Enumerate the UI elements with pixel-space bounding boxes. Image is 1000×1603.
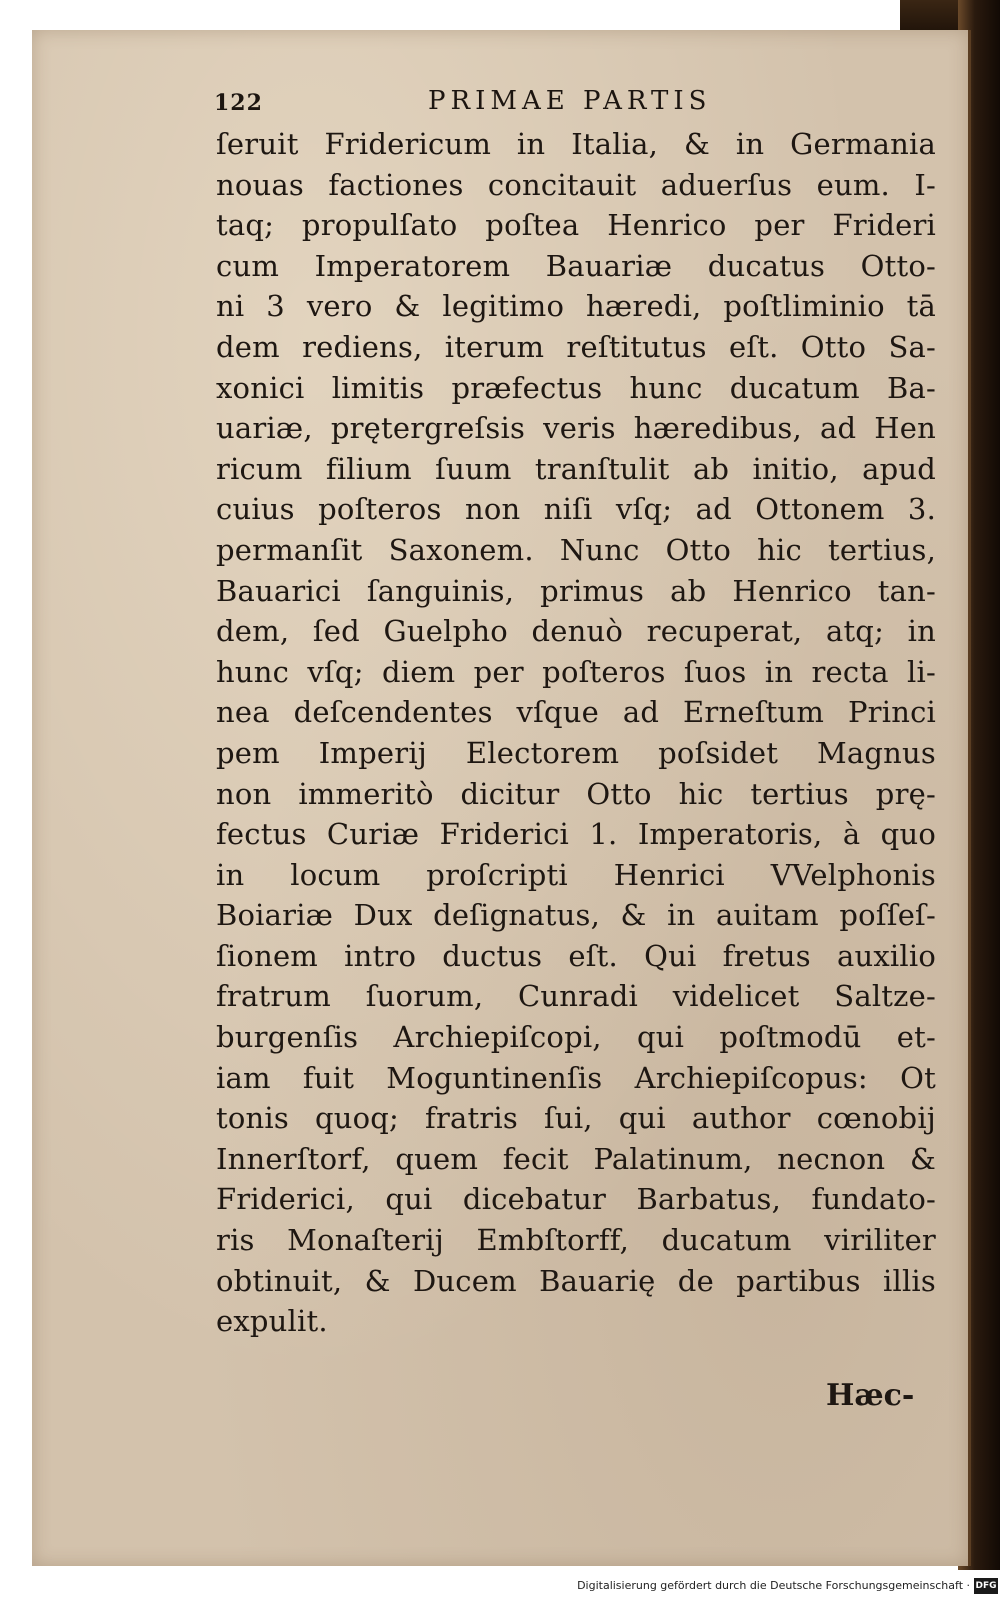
funding-credit: Digitalisierung gefördert durch die Deutsche Forschungsgemeinschaft ·: [577, 1579, 970, 1592]
text-line: ris Monaſterij Embſtorff, ducatum viriliter: [216, 1223, 936, 1258]
text-line: hunc vſq; diem per poſteros ſuos in recta li-: [216, 654, 936, 689]
page-header: [214, 86, 934, 122]
body-text: [216, 124, 936, 1342]
text-line: nea deſcendentes vſque ad Erneſtum Princi: [216, 695, 936, 730]
catchword: Hæc-: [826, 1378, 915, 1413]
text-line: iam fuit Moguntinenſis Archiepiſcopus: Ot: [216, 1060, 936, 1095]
running-head: PRIMAE PARTIS: [428, 86, 712, 116]
text-line: pem Imperij Electorem poſsidet Magnus: [216, 735, 936, 770]
text-line: Boiariæ Dux deſignatus, & in auitam poſſeſ-: [216, 898, 936, 933]
digitization-footer: [0, 1576, 1000, 1603]
text-line: obtinuit, & Ducem Bauarię de partibus illis: [216, 1263, 936, 1298]
text-line: tonis quoq; fratris ſui, qui author cœnobij: [216, 1101, 936, 1136]
text-line: cuius poſteros non niſi vſq; ad Ottonem 3.: [216, 492, 936, 527]
text-line: ſeruit Fridericum in Italia, & in Germania: [216, 127, 936, 161]
text-line: Bauarici ſanguinis, primus ab Henrico tan-: [216, 573, 936, 608]
text-line: Friderici, qui dicebatur Barbatus, fundato-: [216, 1182, 936, 1217]
text-line: expulit.: [216, 1304, 328, 1339]
text-line: ricum filium ſuum tranſtulit ab initio, apud: [216, 451, 936, 486]
text-line: taq; propulſato poſtea Henrico per Frideri: [216, 208, 936, 243]
text-line: dem, ſed Guelpho denuò recuperat, atq; in: [216, 614, 936, 649]
text-line: uariæ, prętergreſsis veris hæredibus, ad Hen: [216, 411, 936, 446]
text-line: Innerſtorf, quem fecit Palatinum, necnon &: [216, 1141, 936, 1176]
text-line: in locum proſcripti Henrici VVelphonis: [216, 857, 936, 892]
page-number: 122: [214, 90, 263, 116]
text-line: fratrum ſuorum, Cunradi videlicet Saltze-: [216, 979, 936, 1014]
text-line: non immeritò dicitur Otto hic tertius prę-: [216, 776, 936, 811]
text-line: dem rediens, iterum reſtitutus eſt. Otto Sa-: [216, 329, 936, 364]
text-line: permanſit Saxonem. Nunc Otto hic tertius,: [216, 532, 936, 567]
text-line: cum Imperatorem Bauariæ ducatus Otto-: [216, 248, 936, 283]
text-line: nouas factiones concitauit aduerſus eum. I-: [216, 167, 936, 202]
dfg-logo-icon: DFG: [974, 1578, 998, 1594]
text-line: xonici limitis præfectus hunc ducatum Ba-: [216, 370, 936, 405]
text-line: ſionem intro ductus eſt. Qui fretus auxilio: [216, 938, 936, 973]
text-line: burgenſis Archiepiſcopi, qui poſtmodū et-: [216, 1020, 936, 1055]
text-line: ni 3 vero & legitimo hæredi, poſtliminio tā: [216, 289, 936, 324]
text-line: fectus Curiæ Friderici 1. Imperatoris, à quo: [216, 817, 936, 852]
